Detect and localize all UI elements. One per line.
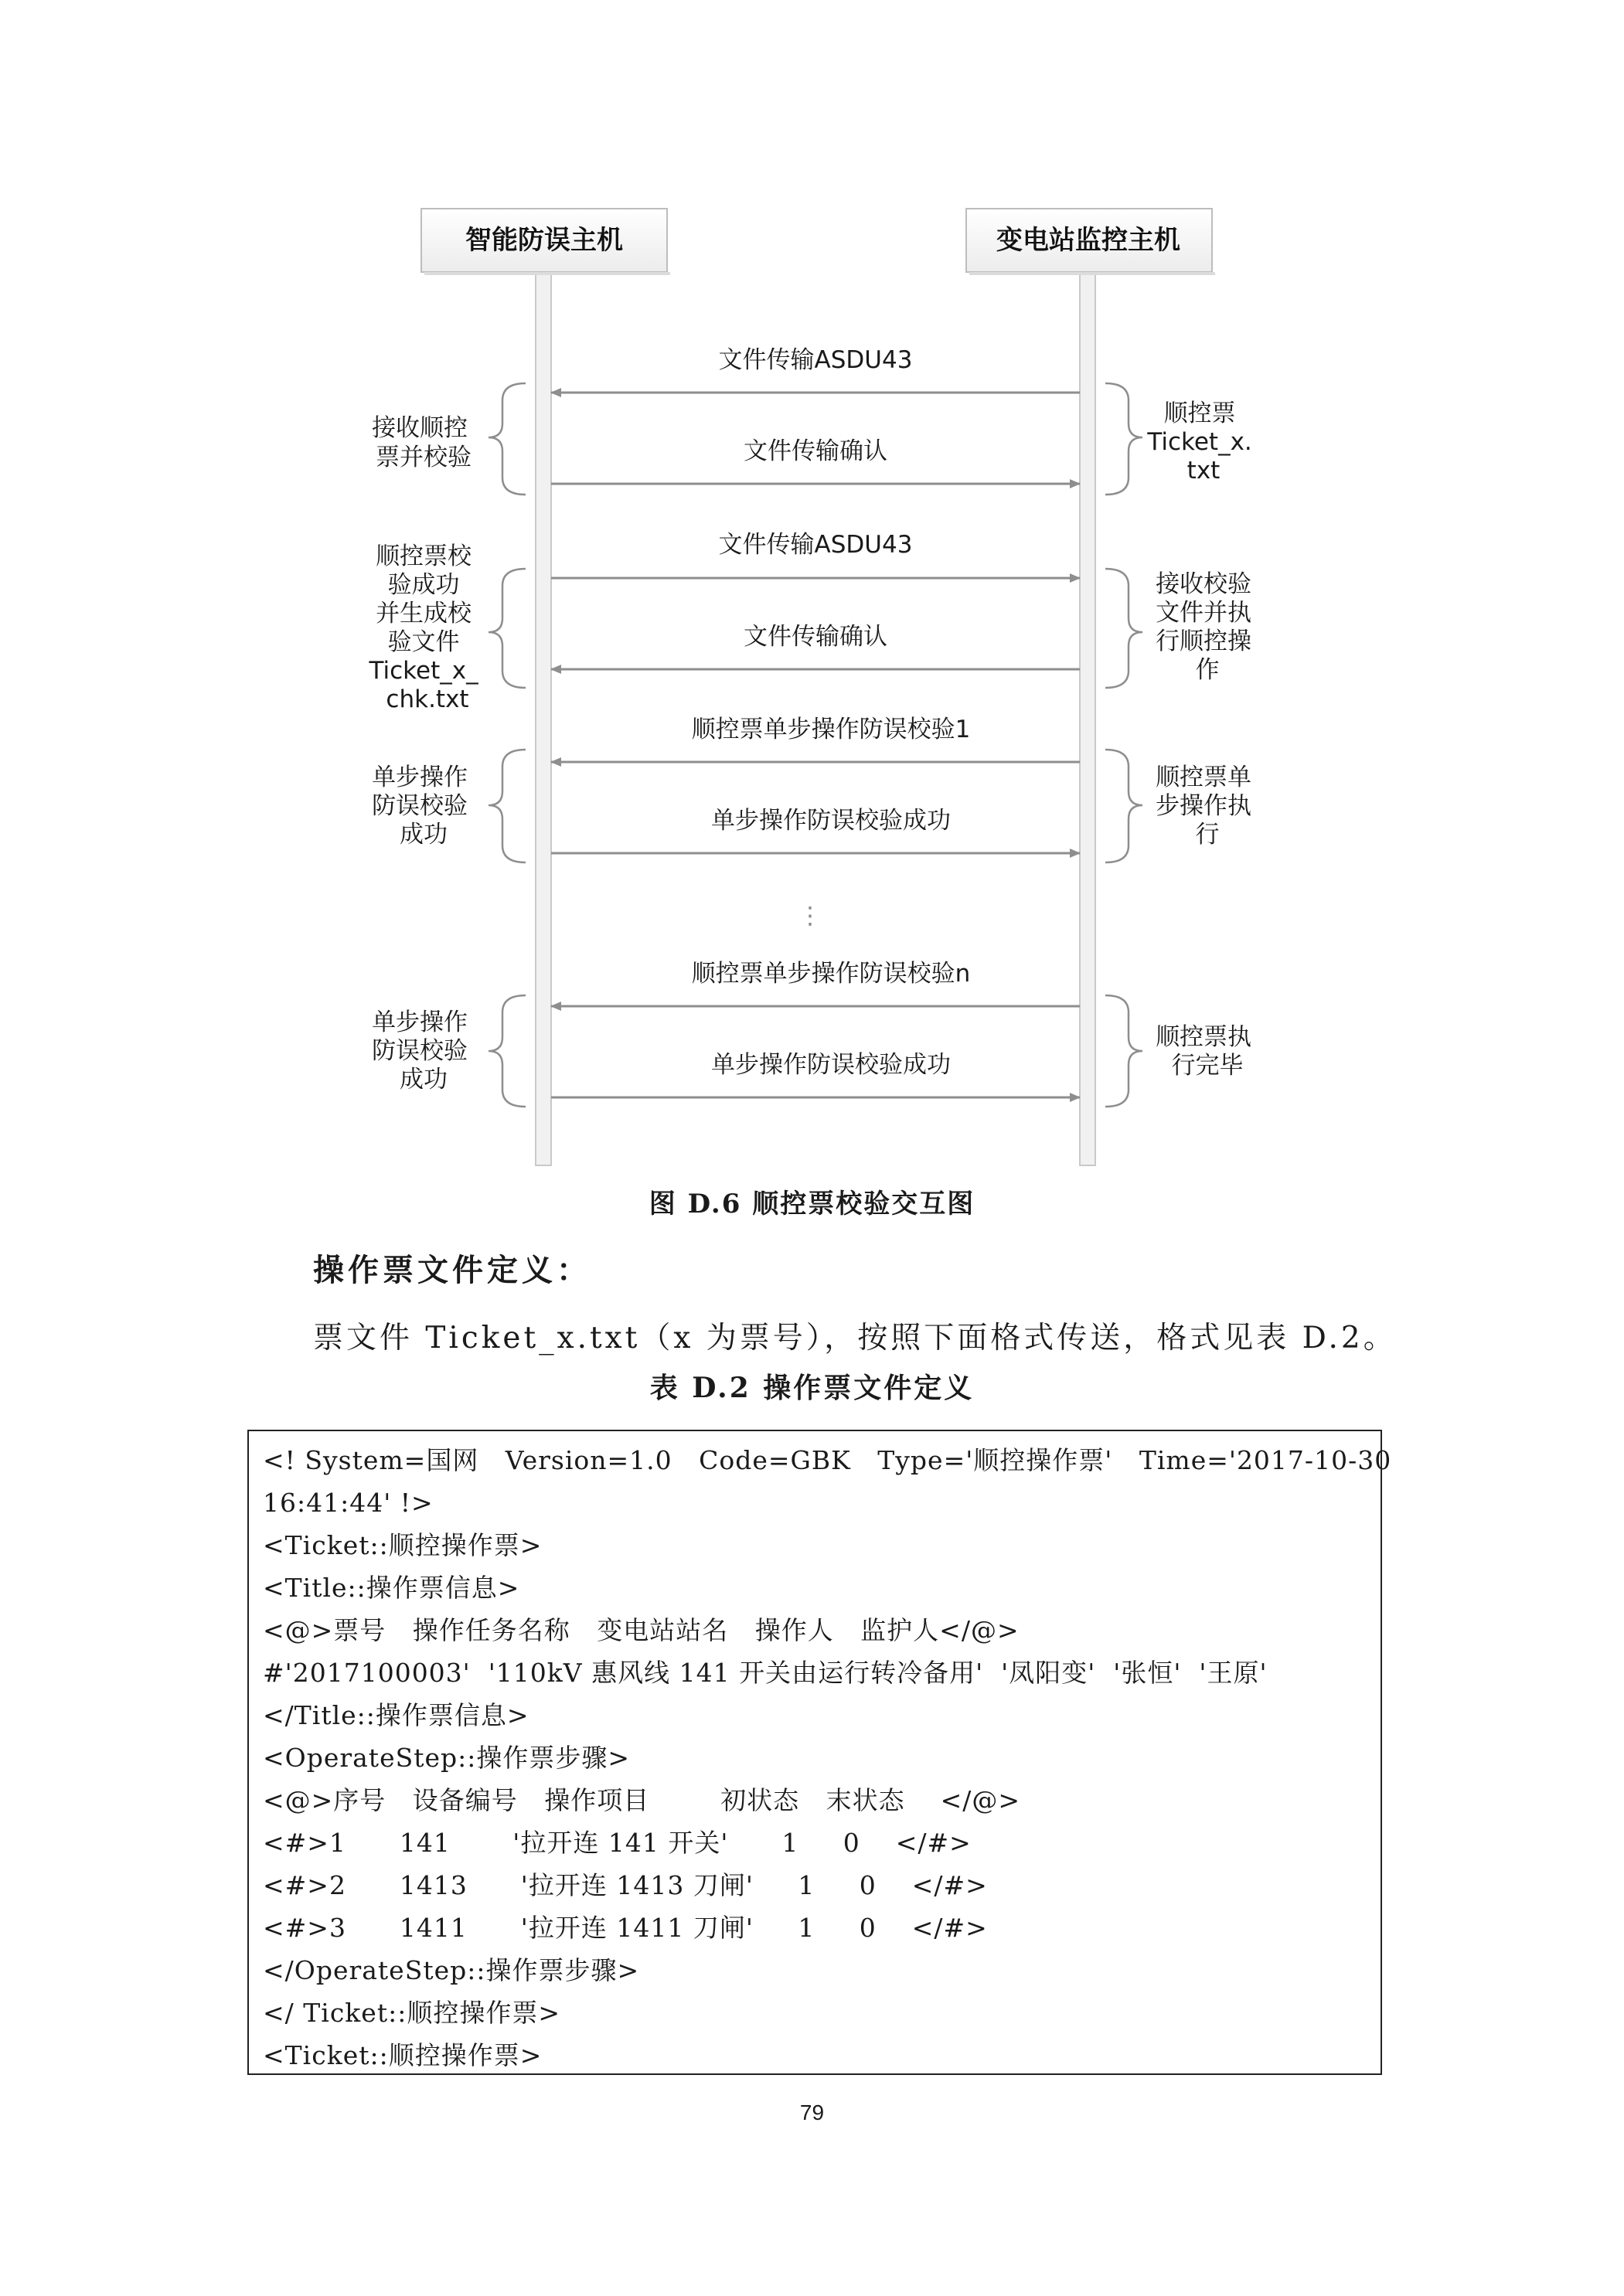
code-line: <Ticket::顺控操作票> <box>263 2040 543 2070</box>
left-note: 单步操作 防误校验 成功 <box>372 764 468 849</box>
right-note: 接收校验 文件并执 行顺控操 作 <box>1156 570 1252 684</box>
code-line: <#>1 141 '拉开连 141 开关' 1 0 </#> <box>263 1828 972 1858</box>
table-title: 表 D.2 操作票文件定义 <box>649 1372 975 1404</box>
right-brace <box>1105 750 1142 862</box>
page-number: 79 <box>799 2100 825 2124</box>
message-label: 文件传输ASDU43 <box>718 531 913 559</box>
message-label: 文件传输ASDU43 <box>718 346 913 374</box>
left-note: 单步操作 防误校验 成功 <box>372 1009 468 1094</box>
right-note: 顺控票单 步操作执 行 <box>1156 764 1252 849</box>
code-line: <@>票号 操作任务名称 变电站站名 操作人 监护人</@> <box>263 1615 1020 1645</box>
code-line: <OperateStep::操作票步骤> <box>263 1743 631 1773</box>
left-brace <box>489 750 526 862</box>
left-brace <box>489 383 526 495</box>
code-line: <@>序号 设备编号 操作项目 初状态 末状态 </@> <box>263 1785 1021 1815</box>
section-heading: 操作票文件定义： <box>313 1252 591 1288</box>
code-line: #'2017100003' '110kV 惠风线 141 开关由运行转冷备用' '凤阳变' '张恒' '王原' <box>263 1658 1268 1688</box>
left-braces <box>489 383 526 1107</box>
right-brace <box>1105 995 1142 1107</box>
ticket-format-table <box>247 1430 1392 2075</box>
right-lane-title: 变电站监控主机 <box>996 225 1180 256</box>
code-line: </OperateStep::操作票步骤> <box>263 1955 640 1985</box>
message-label: 顺控票单步操作防误校验1 <box>691 716 971 743</box>
right-lifeline <box>1080 270 1095 1165</box>
code-line: <! System=国网 Version=1.0 Code=GBK Type='顺控操作票' Time='2017-10-30 <box>263 1445 1392 1475</box>
message-label: 单步操作防误校验成功 <box>711 1051 951 1079</box>
code-line: <#>2 1413 '拉开连 1413 刀闸' 1 0 </#> <box>263 1870 988 1900</box>
right-note: 顺控票执 行完毕 <box>1156 1023 1252 1080</box>
figure-caption: 图 D.6 顺控票校验交互图 <box>649 1189 975 1219</box>
messages <box>551 346 1080 1097</box>
message-label: 文件传输确认 <box>744 437 887 465</box>
code-line: </ Ticket::顺控操作票> <box>263 1998 560 2028</box>
code-line: 16:41:44' !> <box>263 1488 434 1518</box>
right-brace <box>1105 383 1142 495</box>
message-label: 单步操作防误校验成功 <box>711 807 951 835</box>
message-label: 顺控票单步操作防误校验n <box>691 960 971 988</box>
right-brace <box>1105 569 1142 688</box>
code-line: <Title::操作票信息> <box>263 1573 520 1603</box>
message-label: 文件传输确认 <box>744 623 887 651</box>
code-line: <#>3 1411 '拉开连 1411 刀闸' 1 0 </#> <box>263 1913 988 1943</box>
body-paragraph: 票文件 Ticket_x.txt（x 为票号），按照下面格式传送，格式见表 D.2。 <box>313 1321 1397 1355</box>
code-line: </Title::操作票信息> <box>263 1700 529 1730</box>
left-note: 顺控票校 验成功 并生成校 验文件 Ticket_x_ chk.txt <box>369 543 478 713</box>
left-brace <box>489 569 526 688</box>
right-braces <box>1105 383 1142 1107</box>
code-line: <Ticket::顺控操作票> <box>263 1530 543 1560</box>
left-brace <box>489 995 526 1107</box>
left-note: 接收顺控 票并校验 <box>372 414 472 471</box>
ellipsis: ⋮ <box>798 902 822 930</box>
left-lane-title: 智能防误主机 <box>465 225 623 256</box>
right-note: 顺控票 Ticket_x. txt <box>1147 400 1252 485</box>
left-lifeline <box>536 270 551 1165</box>
